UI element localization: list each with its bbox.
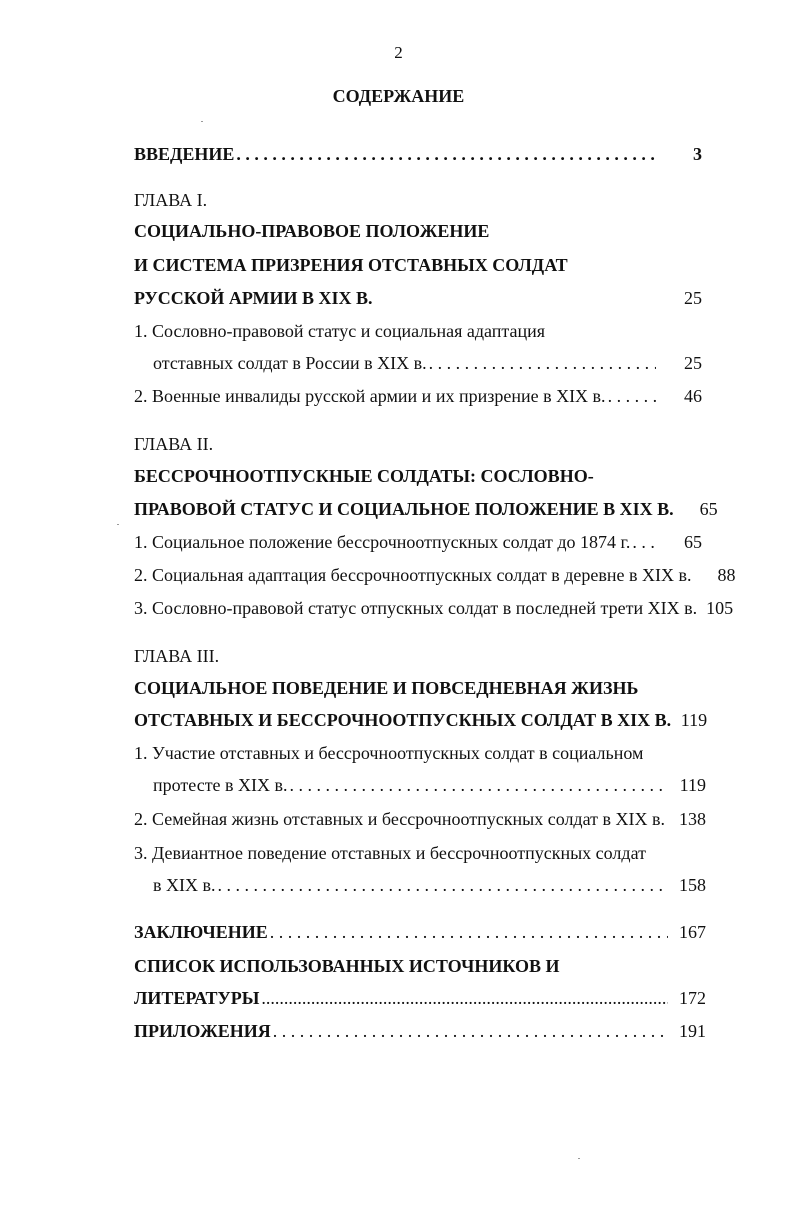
toc-entry-chapter-3[interactable] — [134, 709, 706, 731]
scan-speck — [201, 121, 203, 122]
chapter-3-title-line: СОЦИАЛЬНОЕ ПОВЕДЕНИЕ И ПОВСЕДНЕВНАЯ ЖИЗНЬ — [134, 678, 639, 698]
toc-entry-section-2-3[interactable] — [134, 597, 734, 619]
dot-leader — [429, 352, 656, 374]
entry-page: 46 — [684, 386, 702, 406]
entry-page: 167 — [679, 922, 706, 942]
chapter-2-heading: ГЛАВА II. — [134, 434, 214, 454]
entry-page: 119 — [679, 775, 706, 795]
toc-entry-chapter-2[interactable] — [134, 498, 718, 520]
dot-leader — [608, 385, 656, 407]
entry-label: ВВЕДЕНИЕ — [134, 144, 235, 164]
chapter-3-heading: ГЛАВА III. — [134, 646, 220, 666]
toc-entry-section-1-1[interactable] — [153, 352, 702, 374]
entry-label: 2. Социальная адаптация бессрочноотпускных солдат в деревне в XIX в. — [134, 565, 692, 585]
dot-leader — [236, 143, 656, 165]
entry-label: 2. Семейная жизнь отставных и бессрочноотпускных солдат в XIX в. — [134, 809, 665, 829]
section-1-1-line: 1. Сословно-правовой статус и социальная адаптация — [134, 321, 546, 341]
toc-entry-section-2-2[interactable] — [134, 564, 736, 586]
toc-entry-appendices[interactable] — [134, 1020, 706, 1042]
dot-leader — [632, 531, 656, 553]
page-number: 2 — [394, 43, 403, 62]
entry-label: 1. Социальное положение бессрочноотпускных солдат до 1874 г. — [134, 532, 631, 552]
chapter-3-title-line: ОТСТАВНЫХ И БЕССРОЧНООТПУСКНЫХ СОЛДАТ В XIX В. — [134, 710, 672, 730]
entry-page: 105 — [706, 598, 734, 618]
entry-label: ЛИТЕРАТУРЫ — [134, 988, 260, 1008]
entry-page: 25 — [684, 288, 702, 308]
entry-page: 25 — [684, 353, 702, 373]
sources-title-line: СПИСОК ИСПОЛЬЗОВАННЫХ ИСТОЧНИКОВ И — [134, 956, 560, 976]
dot-leader — [218, 874, 669, 896]
entry-label: ПРИЛОЖЕНИЯ — [134, 1021, 271, 1041]
chapter-1-heading: ГЛАВА I. — [134, 190, 208, 210]
toc-title: СОДЕРЖАНИЕ — [332, 86, 465, 106]
entry-page: 158 — [679, 875, 706, 895]
entry-label: 2. Военные инвалиды русской армии и их призрение в XIX в. — [134, 386, 606, 406]
toc-entry-section-3-1[interactable] — [153, 774, 706, 796]
entry-page: 65 — [684, 532, 702, 552]
entry-page: 191 — [679, 1021, 706, 1041]
toc-entry-section-2-1[interactable] — [134, 531, 702, 553]
entry-page: 65 — [699, 499, 718, 519]
scan-speck — [117, 524, 119, 525]
entry-label: отставных солдат в России в XIX в. — [153, 353, 427, 373]
entry-label: 3. Сословно-правовой статус отпускных солдат в последней трети XIX в. — [134, 598, 698, 618]
chapter-1-title-line: СОЦИАЛЬНО-ПРАВОВОЕ ПОЛОЖЕНИЕ — [134, 221, 490, 241]
toc-entry-section-3-3[interactable] — [153, 874, 706, 896]
entry-page: 88 — [717, 565, 736, 585]
dot-leader — [261, 987, 668, 1009]
chapter-1-title-line: И СИСТЕМА ПРИЗРЕНИЯ ОТСТАВНЫХ СОЛДАТ — [134, 255, 568, 275]
section-3-3-line: 3. Девиантное поведение отставных и бессрочноотпускных солдат — [134, 843, 646, 863]
scan-speck — [578, 1158, 580, 1159]
section-3-1-line: 1. Участие отставных и бессрочноотпускных солдат в социальном — [134, 743, 644, 763]
entry-page: 172 — [679, 988, 706, 1008]
chapter-2-title-line: ПРАВОВОЙ СТАТУС И СОЦИАЛЬНОЕ ПОЛОЖЕНИЕ В XIX В. — [134, 499, 674, 519]
entry-page: 138 — [679, 809, 706, 829]
entry-label: в XIX в. — [153, 875, 216, 895]
toc-entry-introduction[interactable] — [134, 143, 702, 165]
dot-leader — [270, 921, 668, 943]
toc-entry-chapter-1[interactable] — [134, 287, 702, 309]
toc-entry-section-3-2[interactable] — [134, 808, 706, 830]
toc-entry-conclusion[interactable] — [134, 921, 706, 943]
entry-page: 119 — [680, 710, 708, 730]
dot-leader — [290, 774, 668, 796]
dot-leader — [273, 1020, 668, 1042]
chapter-2-title-line: БЕССРОЧНООТПУСКНЫЕ СОЛДАТЫ: СОСЛОВНО- — [134, 466, 594, 486]
entry-page: 3 — [693, 144, 702, 164]
entry-label: протесте в XIX в. — [153, 775, 288, 795]
toc-entry-section-1-2[interactable] — [134, 385, 702, 407]
chapter-1-title-line: РУССКОЙ АРМИИ В XIX В. — [134, 288, 373, 308]
toc-entry-sources[interactable] — [134, 987, 706, 1009]
entry-label: ЗАКЛЮЧЕНИЕ — [134, 922, 268, 942]
